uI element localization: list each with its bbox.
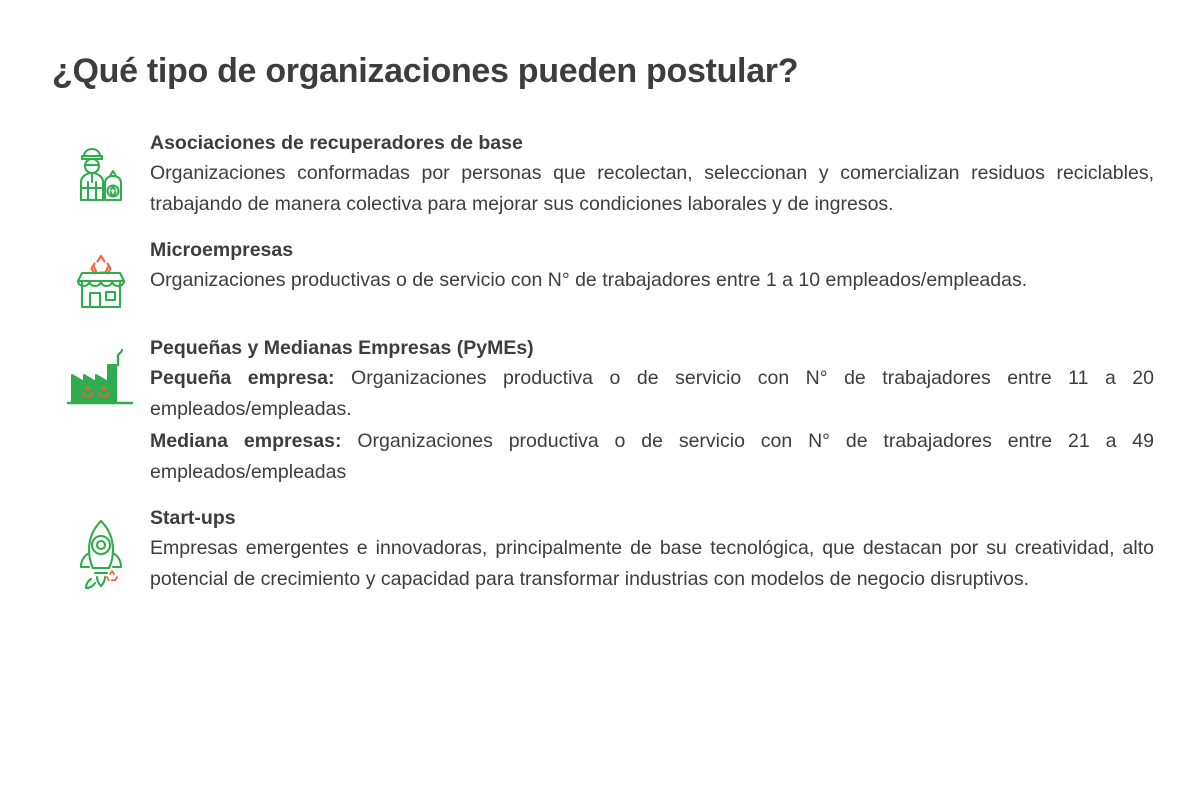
list-item-text bbox=[150, 132, 1162, 221]
list-item-body: Empresas emergentes e innovadoras, principalmente de base tecnológica, que destacan por su creatividad, alto potencial de crecimiento y capacidad para transformar industrias con modelos de negocio disruptivos. bbox=[150, 536, 1154, 591]
list-item bbox=[52, 239, 1162, 319]
list-item-heading: Pequeñas y Medianas Empresas (PyMEs) bbox=[150, 336, 534, 359]
subitem-label: Mediana empresas: bbox=[150, 429, 342, 452]
rocket-recycle-icon bbox=[52, 507, 150, 593]
waste-picker-icon bbox=[52, 132, 150, 212]
list-item-heading: Asociaciones de recuperadores de base bbox=[150, 132, 523, 154]
list-item-body: Organizaciones productivas o de servicio con N° de trabajadores entre 1 a 10 empleados/empleadas. bbox=[150, 268, 1028, 291]
subitem-line bbox=[150, 363, 1154, 426]
list-item-heading: Microempresas bbox=[150, 238, 294, 261]
organization-types-list bbox=[52, 132, 1162, 614]
list-item bbox=[52, 507, 1162, 596]
subitem-line bbox=[150, 426, 1154, 489]
subitem-text: Organizaciones productiva o de servicio con N° de trabajadores entre 21 a 49 empleados/empleadas bbox=[150, 429, 1154, 484]
list-item-heading: Start-ups bbox=[150, 507, 236, 530]
list-item-subitem bbox=[150, 426, 1154, 489]
subitem-label: Pequeña empresa: bbox=[150, 366, 335, 389]
list-item-body: Organizaciones conformadas por personas que recolectan, seleccionan y comercializan residuos reciclables, trabajando de manera colectiva para mejorar sus condiciones laborales y de ingresos. bbox=[150, 161, 1154, 216]
subitem-text: Organizaciones productiva o de servicio con N° de trabajadores entre 11 a 20 empleados/empleadas. bbox=[150, 366, 1154, 421]
list-item-text bbox=[150, 507, 1162, 596]
factory-recycle-icon bbox=[52, 337, 150, 417]
list-item bbox=[52, 132, 1162, 221]
list-item-text bbox=[150, 337, 1162, 489]
list-item-subitem bbox=[150, 363, 1154, 426]
list-item bbox=[52, 337, 1162, 489]
storefront-recycle-icon bbox=[52, 239, 150, 319]
list-item-text bbox=[150, 239, 1162, 296]
page-title: ¿Qué tipo de organizaciones pueden postular? bbox=[52, 52, 799, 90]
